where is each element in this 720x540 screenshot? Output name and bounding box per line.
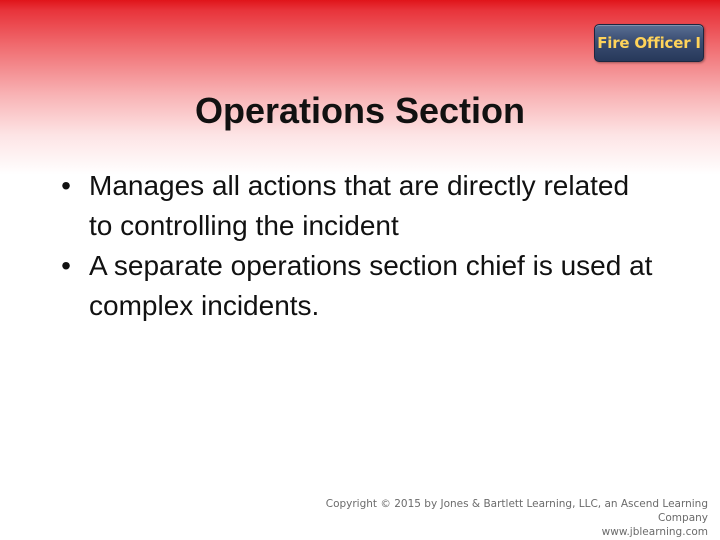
- copyright-footer: [288, 497, 708, 539]
- bullet-text: A separate operations section chief is used at complex incidents.: [89, 250, 653, 321]
- bullet-list: [56, 166, 656, 326]
- bullet-text: Manages all actions that are directly related to controlling the incident: [89, 170, 630, 241]
- slide-title: Operations Section: [194, 90, 526, 131]
- fire-officer-badge: Fire Officer I: [594, 24, 704, 62]
- bullet-item: [56, 246, 656, 326]
- bullet-item: [56, 166, 656, 246]
- publisher-url: www.jblearning.com: [601, 526, 708, 538]
- bullet-marker: •: [61, 250, 71, 281]
- copyright-text: Copyright © 2015 by Jones & Bartlett Learning, LLC, an Ascend Learning Company: [325, 498, 708, 524]
- bullet-marker: •: [61, 170, 71, 201]
